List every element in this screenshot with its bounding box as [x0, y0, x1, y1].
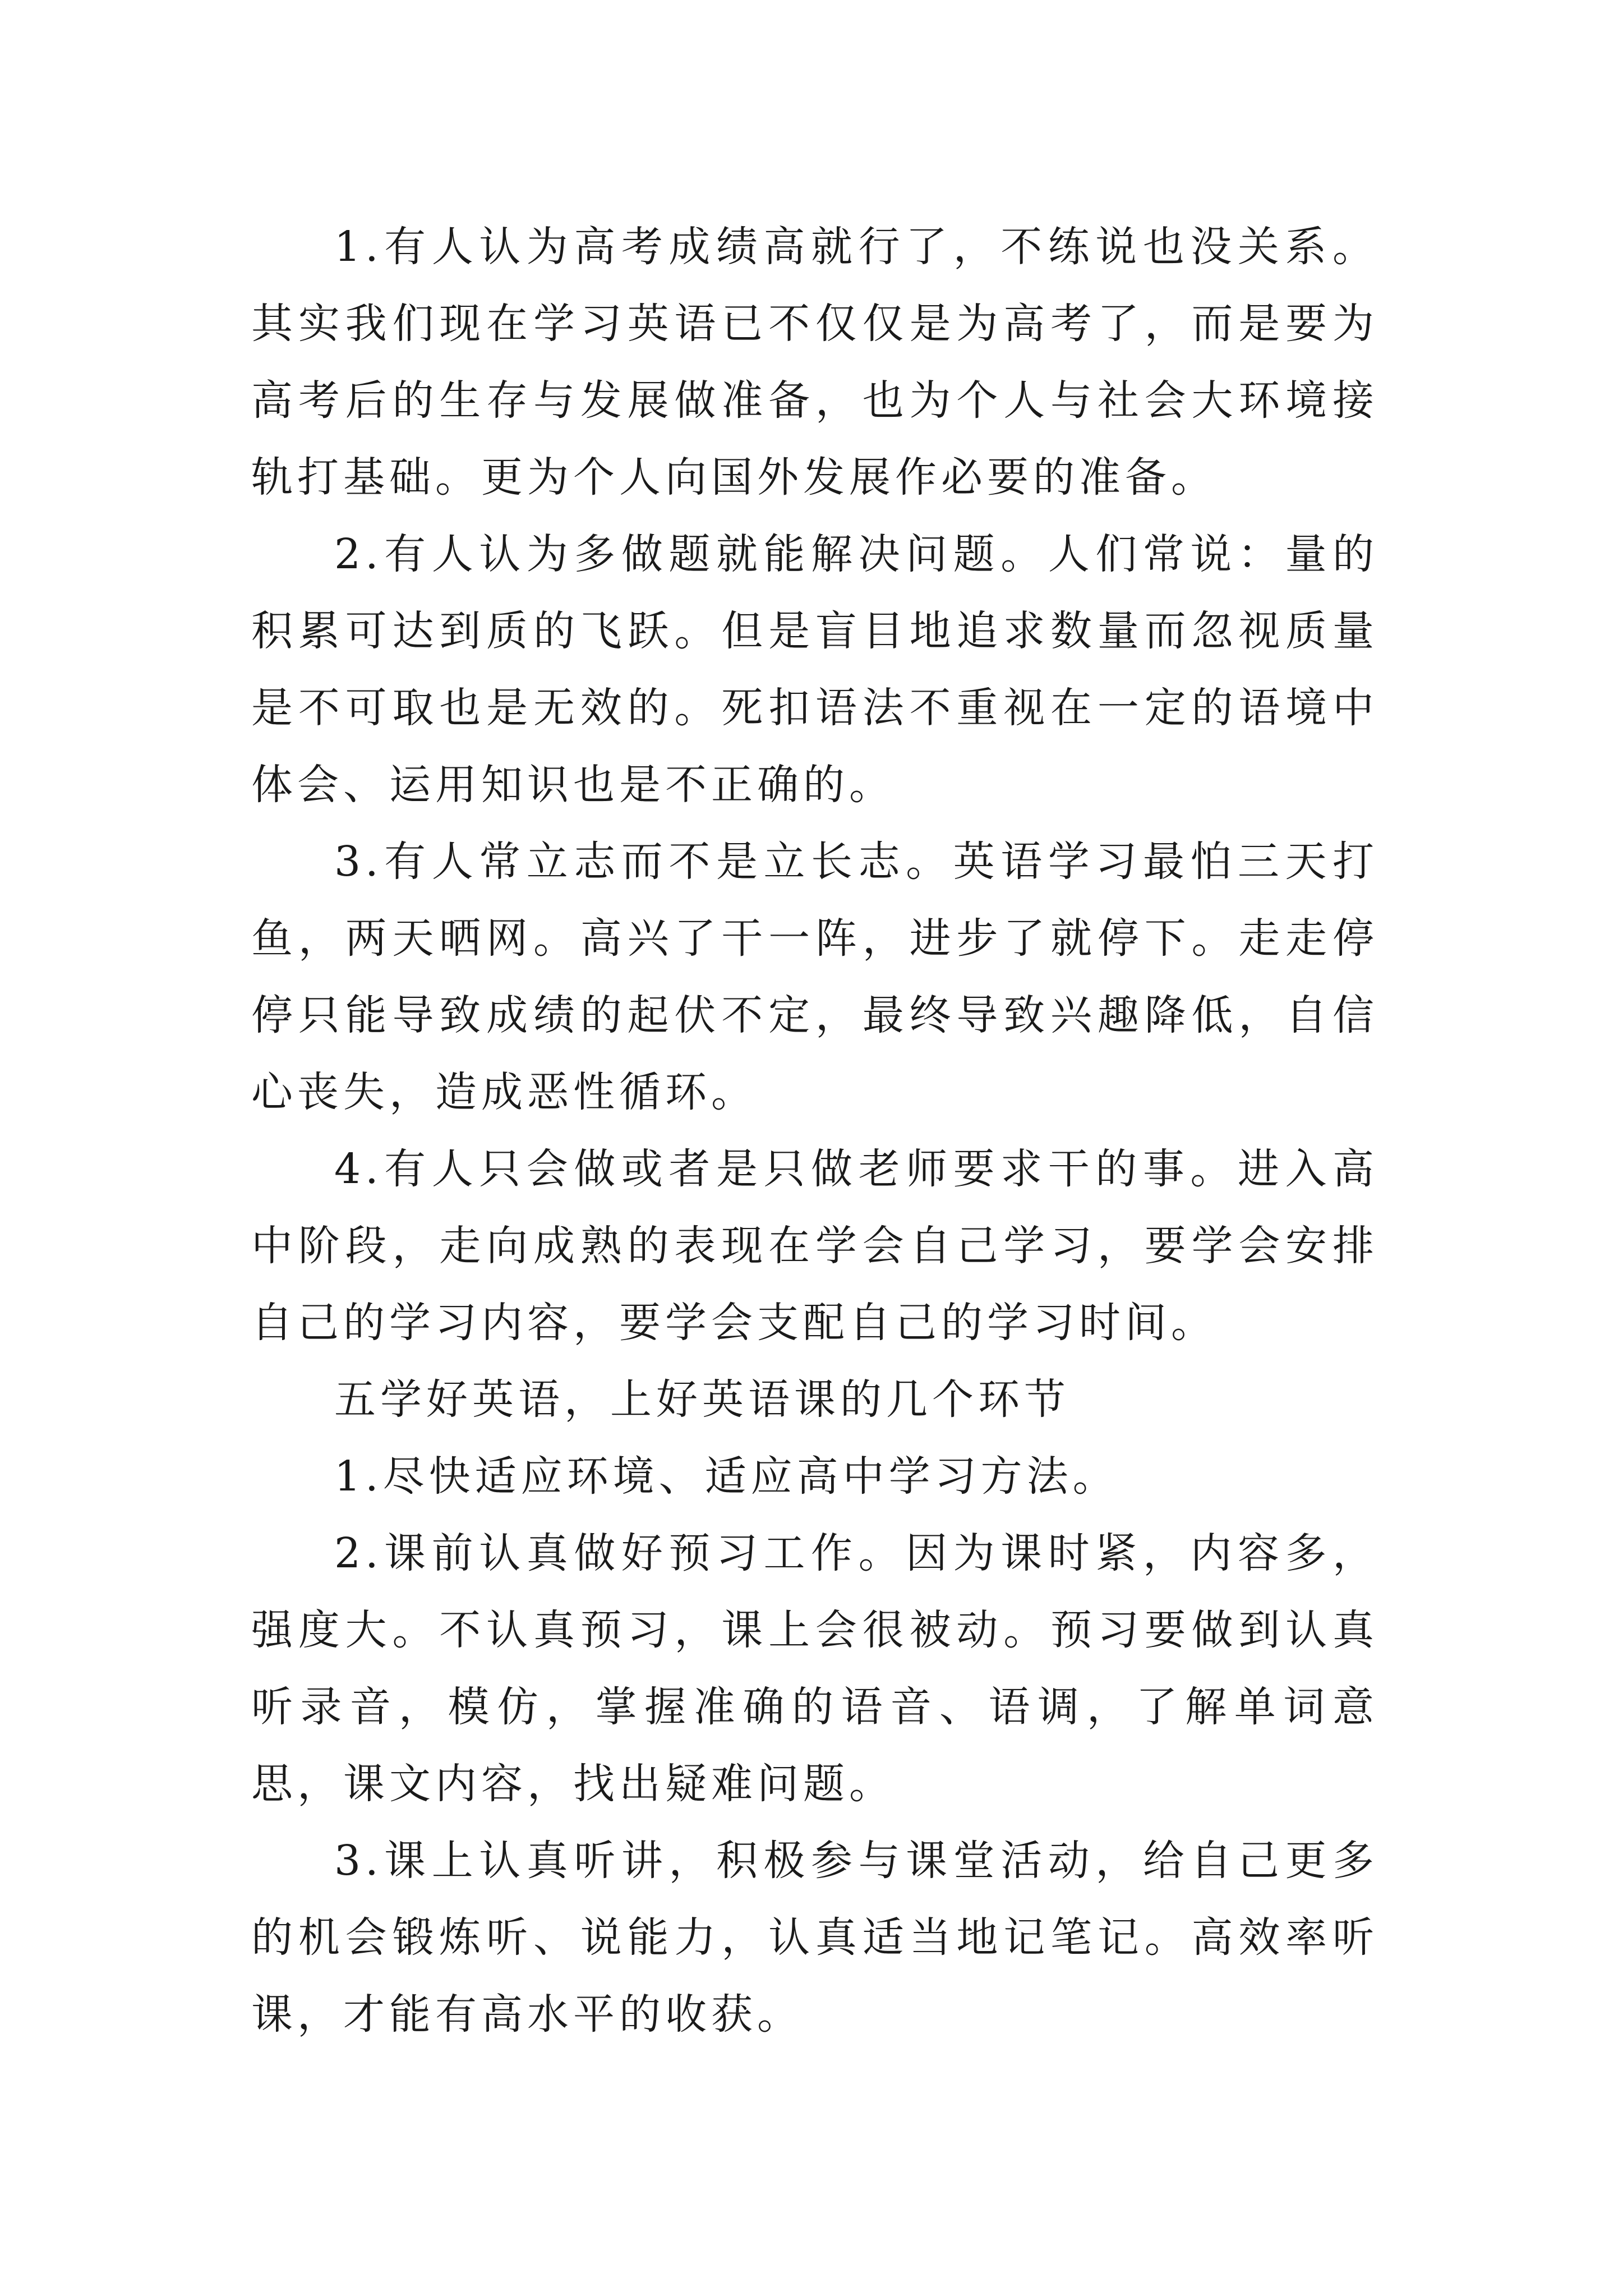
paragraph-misconception-2: 2.有人认为多做题就能解决问题。人们常说：量的积累可达到质的飞跃。但是盲目地追求数量而忽视质量是不可取也是无效的。死扣语法不重视在一定的语境中体会、运用知识也是不正确的。: [251, 530, 1378, 809]
paragraph-step-3: 3.课上认真听讲，积极参与课堂活动，给自己更多的机会锻炼听、说能力，认真适当地记笔记。高效率听课，才能有高水平的收获。: [251, 1837, 1378, 2039]
paragraph-misconception-1: 1.有人认为高考成绩高就行了，不练说也没关系。其实我们现在学习英语已不仅仅是为高考了，而是要为高考后的生存与发展做准备，也为个人与社会大环境接轨打基础。更为个人向国外发展作必要的准备。: [251, 223, 1378, 501]
paragraph-step-1: 1.尽快适应环境、适应高中学习方法。: [334, 1452, 1119, 1501]
document-body: [251, 209, 1378, 2053]
paragraph-step-2: 2.课前认真做好预习工作。因为课时紧，内容多，强度大。不认真预习，课上会很被动。预习要做到认真听录音，模仿，掌握准确的语音、语调，了解单词意思，课文内容，找出疑难问题。: [251, 1529, 1378, 1808]
section-heading: 五学好英语，上好英语课的几个环节: [334, 1375, 1070, 1424]
paragraph-misconception-3: 3.有人常立志而不是立长志。英语学习最怕三天打鱼，两天晒网。高兴了干一阵，进步了就停下。走走停停只能导致成绩的起伏不定，最终导致兴趣降低，自信心丧失，造成恶性循环。: [251, 838, 1378, 1116]
paragraph-misconception-4: 4.有人只会做或者是只做老师要求干的事。进入高中阶段，走向成熟的表现在学会自己学习，要学会安排自己的学习内容，要学会支配自己的学习时间。: [251, 1145, 1378, 1347]
